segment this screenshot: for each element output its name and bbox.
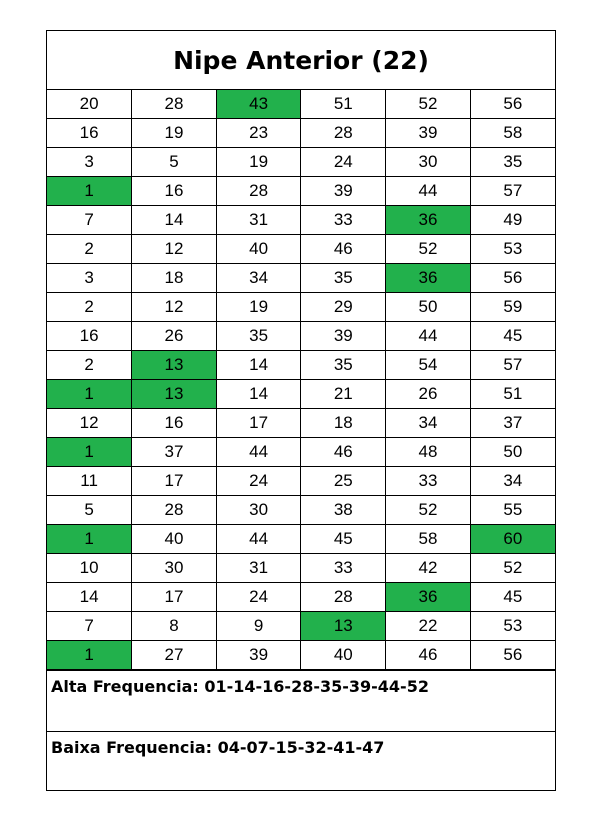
grid-cell: 29 xyxy=(301,293,386,322)
grid-cell: 35 xyxy=(301,351,386,380)
grid-cell: 12 xyxy=(132,293,217,322)
grid-row xyxy=(47,554,555,583)
grid-cell-highlighted: 36 xyxy=(386,206,471,235)
grid-cell-highlighted: 36 xyxy=(386,583,471,612)
grid-cell: 46 xyxy=(301,438,386,467)
grid-cell-highlighted: 13 xyxy=(301,612,386,641)
grid-cell: 17 xyxy=(216,409,301,438)
grid-cell: 50 xyxy=(386,293,471,322)
grid-row xyxy=(47,351,555,380)
grid-cell: 21 xyxy=(301,380,386,409)
grid-cell: 56 xyxy=(470,641,555,670)
grid-cell: 52 xyxy=(470,554,555,583)
grid-row xyxy=(47,641,555,670)
grid-cell: 14 xyxy=(47,583,132,612)
grid-cell: 51 xyxy=(301,90,386,119)
grid-cell: 5 xyxy=(47,496,132,525)
grid-cell: 16 xyxy=(47,119,132,148)
grid-row xyxy=(47,148,555,177)
grid-cell: 35 xyxy=(216,322,301,351)
grid-cell: 7 xyxy=(47,612,132,641)
grid-cell: 46 xyxy=(386,641,471,670)
grid-cell-highlighted: 43 xyxy=(216,90,301,119)
grid-cell: 16 xyxy=(132,177,217,206)
grid-row xyxy=(47,380,555,409)
grid-cell: 30 xyxy=(386,148,471,177)
grid-cell: 16 xyxy=(132,409,217,438)
grid-cell: 8 xyxy=(132,612,217,641)
grid-cell-highlighted: 36 xyxy=(386,264,471,293)
grid-cell: 53 xyxy=(470,235,555,264)
grid-cell: 56 xyxy=(470,90,555,119)
grid-cell: 40 xyxy=(216,235,301,264)
numbers-grid-body xyxy=(47,90,555,670)
grid-cell: 53 xyxy=(470,612,555,641)
grid-cell: 24 xyxy=(301,148,386,177)
numbers-grid xyxy=(47,90,555,670)
grid-cell: 48 xyxy=(386,438,471,467)
grid-row xyxy=(47,206,555,235)
grid-cell: 19 xyxy=(132,119,217,148)
grid-cell: 23 xyxy=(216,119,301,148)
grid-cell: 34 xyxy=(216,264,301,293)
grid-cell: 24 xyxy=(216,467,301,496)
grid-cell: 26 xyxy=(386,380,471,409)
grid-cell: 44 xyxy=(386,177,471,206)
grid-cell: 24 xyxy=(216,583,301,612)
grid-cell: 51 xyxy=(470,380,555,409)
sheet-title: Nipe Anterior (22) xyxy=(47,31,555,90)
grid-cell: 14 xyxy=(132,206,217,235)
grid-cell: 12 xyxy=(132,235,217,264)
grid-cell: 44 xyxy=(216,525,301,554)
grid-cell: 52 xyxy=(386,496,471,525)
grid-cell: 44 xyxy=(216,438,301,467)
grid-cell: 52 xyxy=(386,90,471,119)
grid-row xyxy=(47,496,555,525)
grid-cell: 52 xyxy=(386,235,471,264)
grid-cell: 31 xyxy=(216,554,301,583)
grid-cell: 45 xyxy=(470,322,555,351)
grid-cell: 35 xyxy=(301,264,386,293)
low-frequency-row xyxy=(47,731,555,791)
grid-cell-highlighted: 13 xyxy=(132,351,217,380)
grid-cell: 2 xyxy=(47,293,132,322)
grid-row xyxy=(47,612,555,641)
grid-cell: 2 xyxy=(47,235,132,264)
results-sheet xyxy=(46,30,556,791)
grid-cell: 46 xyxy=(301,235,386,264)
grid-cell: 33 xyxy=(386,467,471,496)
grid-cell-highlighted: 1 xyxy=(47,438,132,467)
grid-row xyxy=(47,467,555,496)
grid-cell: 18 xyxy=(301,409,386,438)
grid-cell: 28 xyxy=(216,177,301,206)
grid-cell: 17 xyxy=(132,583,217,612)
grid-cell: 57 xyxy=(470,177,555,206)
grid-cell: 14 xyxy=(216,380,301,409)
grid-cell: 50 xyxy=(470,438,555,467)
grid-cell: 2 xyxy=(47,351,132,380)
grid-cell: 14 xyxy=(216,351,301,380)
grid-cell-highlighted: 13 xyxy=(132,380,217,409)
grid-cell: 40 xyxy=(132,525,217,554)
grid-cell: 38 xyxy=(301,496,386,525)
grid-cell: 37 xyxy=(470,409,555,438)
grid-row xyxy=(47,264,555,293)
grid-row xyxy=(47,119,555,148)
high-frequency-text: Alta Frequencia: 01-14-16-28-35-39-44-52 xyxy=(51,677,429,696)
grid-cell: 57 xyxy=(470,351,555,380)
grid-cell: 3 xyxy=(47,264,132,293)
grid-cell: 18 xyxy=(132,264,217,293)
grid-cell-highlighted: 60 xyxy=(470,525,555,554)
grid-row xyxy=(47,322,555,351)
grid-cell: 9 xyxy=(216,612,301,641)
grid-cell: 39 xyxy=(301,322,386,351)
grid-cell: 28 xyxy=(132,90,217,119)
grid-cell-highlighted: 1 xyxy=(47,641,132,670)
grid-cell: 58 xyxy=(386,525,471,554)
grid-row xyxy=(47,90,555,119)
grid-row xyxy=(47,583,555,612)
grid-row xyxy=(47,293,555,322)
grid-cell: 19 xyxy=(216,293,301,322)
grid-cell: 30 xyxy=(132,554,217,583)
grid-cell: 35 xyxy=(470,148,555,177)
grid-cell-highlighted: 1 xyxy=(47,525,132,554)
grid-cell: 19 xyxy=(216,148,301,177)
grid-cell: 33 xyxy=(301,554,386,583)
grid-cell: 42 xyxy=(386,554,471,583)
grid-cell: 39 xyxy=(216,641,301,670)
grid-cell: 55 xyxy=(470,496,555,525)
grid-cell: 33 xyxy=(301,206,386,235)
grid-cell: 20 xyxy=(47,90,132,119)
grid-cell: 28 xyxy=(132,496,217,525)
grid-cell: 16 xyxy=(47,322,132,351)
grid-cell: 22 xyxy=(386,612,471,641)
high-frequency-row xyxy=(47,670,555,731)
grid-row xyxy=(47,409,555,438)
grid-cell: 12 xyxy=(47,409,132,438)
grid-row xyxy=(47,235,555,264)
grid-cell: 39 xyxy=(301,177,386,206)
grid-row xyxy=(47,525,555,554)
grid-cell: 45 xyxy=(470,583,555,612)
grid-cell: 25 xyxy=(301,467,386,496)
grid-cell: 28 xyxy=(301,119,386,148)
grid-cell: 27 xyxy=(132,641,217,670)
grid-cell: 56 xyxy=(470,264,555,293)
grid-cell: 40 xyxy=(301,641,386,670)
grid-row xyxy=(47,177,555,206)
grid-cell: 5 xyxy=(132,148,217,177)
low-frequency-text: Baixa Frequencia: 04-07-15-32-41-47 xyxy=(51,738,385,757)
grid-cell: 54 xyxy=(386,351,471,380)
grid-cell: 28 xyxy=(301,583,386,612)
grid-cell: 3 xyxy=(47,148,132,177)
grid-cell-highlighted: 1 xyxy=(47,380,132,409)
grid-cell: 44 xyxy=(386,322,471,351)
grid-row xyxy=(47,438,555,467)
grid-cell: 45 xyxy=(301,525,386,554)
grid-cell: 31 xyxy=(216,206,301,235)
grid-cell: 17 xyxy=(132,467,217,496)
grid-cell-highlighted: 1 xyxy=(47,177,132,206)
grid-cell: 26 xyxy=(132,322,217,351)
grid-cell: 30 xyxy=(216,496,301,525)
grid-cell: 58 xyxy=(470,119,555,148)
grid-cell: 7 xyxy=(47,206,132,235)
grid-cell: 37 xyxy=(132,438,217,467)
grid-cell: 39 xyxy=(386,119,471,148)
grid-cell: 34 xyxy=(386,409,471,438)
grid-cell: 10 xyxy=(47,554,132,583)
grid-cell: 11 xyxy=(47,467,132,496)
grid-cell: 34 xyxy=(470,467,555,496)
grid-cell: 59 xyxy=(470,293,555,322)
grid-cell: 49 xyxy=(470,206,555,235)
